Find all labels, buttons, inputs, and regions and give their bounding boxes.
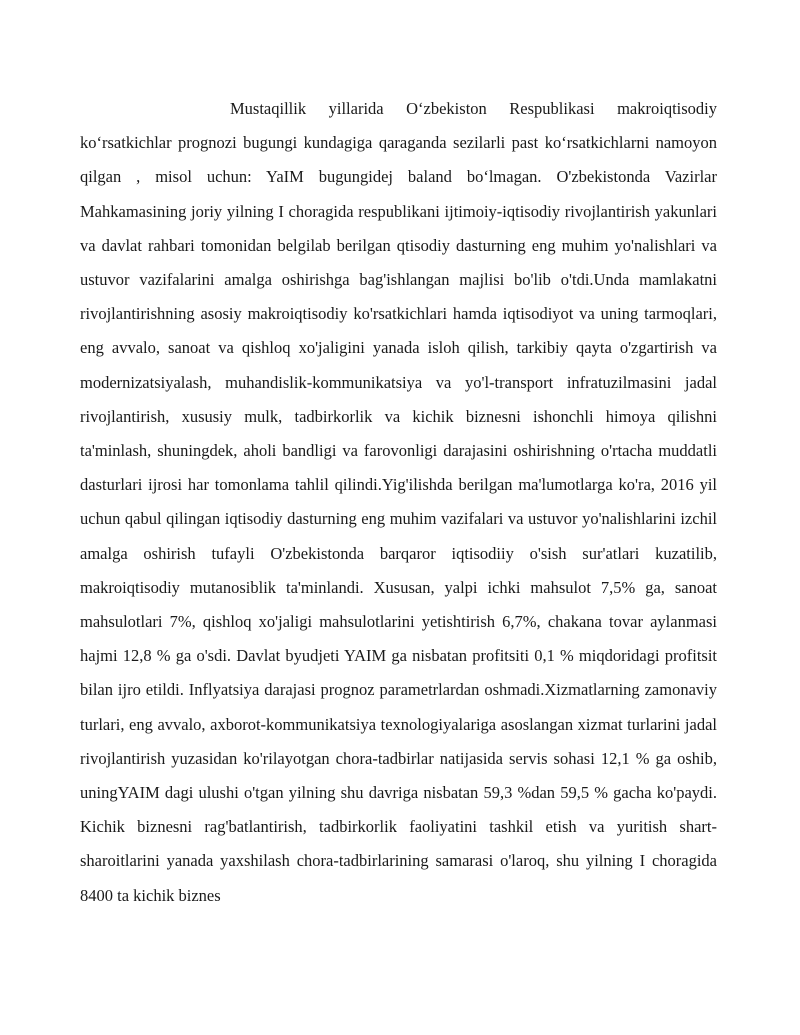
body-paragraph: [80, 92, 717, 913]
paragraph-text: Mustaqillik yillarida O‘zbekiston Respublikasi makroiqtisodiy ko‘rsatkichlar prognozi bugungi kundagiga qaraganda sezilarli past ko‘rsatkichlarni namoyon qilgan , misol uchun: YaIM bugungidej baland bo‘lmagan. O'zbekistonda Vazirlar Mahkamasining joriy yilning I choragida respublikani ijtimoiy-iqtisodiy rivojlantirish yakunlari va davlat rahbari tomonidan belgilab berilgan qtisodiy dasturning eng muhim yo'nalishlari va ustuvor vazifalarini amalga oshirishga bag'ishlangan majlisi bo'lib o'tdi.Unda mamlakatni rivojlantirishning asosiy makroiqtisodiy ko'rsatkichlari hamda iqtisodiyot va uning tarmoqlari, eng avvalo, sanoat va qishloq xo'jaligini yanada isloh qilish, tarkibiy qayta o'zgartirish va modernizatsiyalash, muhandislik-kommunikatsiya va yo'l-transport infratuzilmasini jadal rivojlantirish, xususiy mulk, tadbirkorlik va kichik biznesni ishonchli himoya qilishni ta'minlash, shuningdek, aholi bandligi va farovonligi darajasini oshirishning o'rtacha muddatli dasturlari ijrosi har tomonlama tahlil qilindi.Yig'ilishda berilgan ma'lumotlarga ko'ra, 2016 yil uchun qabul qilingan iqtisodiy dasturning eng muhim vazifalari va ustuvor yo'nalishlarini izchil amalga oshirish tufayli O'zbekistonda barqaror iqtisodiiy o'sish sur'atlari kuzatilib, makroiqtisodiy mutanosiblik ta'minlandi. Xususan, yalpi ichki mahsulot 7,5% ga, sanoat mahsulotlari 7%, qishloq xo'jaligi mahsulotlarini yetishtirish 6,7%, chakana tovar aylanmasi hajmi 12,8 % ga o'sdi. Davlat byudjeti YAIM ga nisbatan profitsiti 0,1 % miqdoridagi profitsit bilan ijro etildi. Inflyatsiya darajasi prognoz parametrlardan oshmadi.Xizmatlarning zamonaviy turlari, eng avvalo, axborot-kommunikatsiya texnologiyalariga asoslangan xizmat turlarini jadal rivojlantirish yuzasidan ko'rilayotgan chora-tadbirlar natijasida servis sohasi 12,1 % ga oshib, uningYAIM dagi ulushi o'tgan yilning shu davriga nisbatan 59,3 %dan 59,5 % gacha ko'paydi. Kichik biznesni rag'batlantirish, tadbirkorlik faoliyatini tashkil etish va yuritish shart-sharoitlarini yanada yaxshilash chora-tadbirlarining samarasi o'laroq, shu yilning I choragida 8400 ta kichik biznes: [80, 99, 717, 905]
